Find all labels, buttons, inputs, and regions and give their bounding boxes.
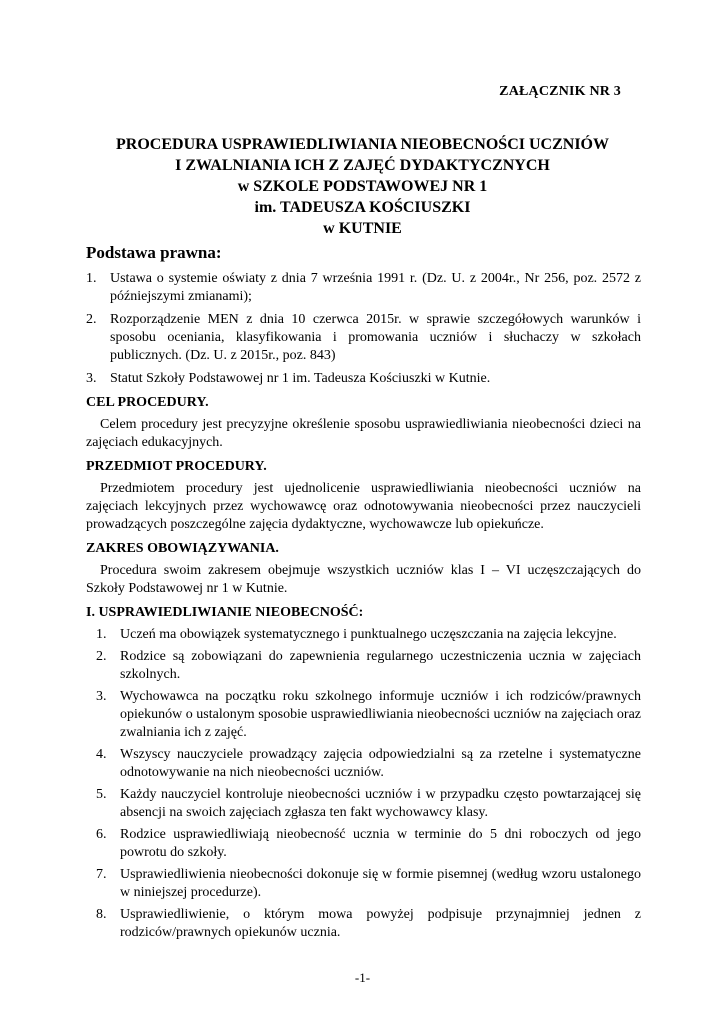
list-item-text: Rodzice są zobowiązani do zapewnienia regularnego uczestniczenia ucznia w zajęciach szkolnych. bbox=[120, 649, 641, 682]
subject-text: Przedmiotem procedury jest ujednolicenie usprawiedliwiania nieobecności uczniów na zajęciach lekcyjnych przez wychowawcę oraz odnotowywania nieobecności przez nauczycieli prowadzących poszczególne zajęcia dydaktyczne, wychowawcze lub opiekuńcze. bbox=[86, 481, 641, 532]
list-item-number: 1. bbox=[86, 271, 97, 286]
document-title bbox=[60, 134, 665, 239]
list-item-text: Uczeń ma obowiązek systematycznego i punktualnego uczęszczania na zajęcia lekcyjne. bbox=[120, 627, 617, 642]
list-item bbox=[86, 826, 641, 862]
list-item-text: Statut Szkoły Podstawowej nr 1 im. Tadeusza Kościuszki w Kutnie. bbox=[110, 371, 491, 386]
scope-heading: ZAKRES OBOWIĄZYWANIA. bbox=[86, 541, 279, 556]
list-item-number: 2. bbox=[96, 649, 107, 664]
list-item-text: Usprawiedliwienia nieobecności dokonuje się w formie pisemnej (według wzoru ustalonego w niniejszej procedurze). bbox=[120, 867, 641, 900]
list-item-text: Każdy nauczyciel kontroluje nieobecności uczniów i w przypadku często powtarzającej się absencji na swoich zajęciach zgłasza ten fakt wychowawcy klasy. bbox=[120, 787, 641, 820]
list-item-number: 4. bbox=[96, 747, 107, 762]
document-body bbox=[86, 242, 641, 946]
list-item bbox=[86, 311, 641, 365]
legal-basis-heading: Podstawa prawna: bbox=[86, 243, 222, 262]
section-1-list bbox=[86, 626, 641, 942]
list-item-number: 1. bbox=[96, 627, 107, 642]
title-line: I ZWALNIANIA ICH Z ZAJĘĆ DYDAKTYCZNYCH bbox=[175, 157, 550, 174]
legal-basis-list bbox=[86, 270, 641, 388]
list-item-number: 3. bbox=[86, 371, 97, 386]
title-line: w KUTNIE bbox=[323, 220, 402, 237]
list-item-text: Wszyscy nauczyciele prowadzący zajęcia odpowiedzialni są za rzetelne i systematyczne odnotowywanie na nich nieobecności uczniów. bbox=[120, 747, 641, 780]
list-item bbox=[86, 866, 641, 902]
list-item bbox=[86, 906, 641, 942]
list-item-number: 5. bbox=[96, 787, 107, 802]
list-item-number: 6. bbox=[96, 827, 107, 842]
list-item bbox=[86, 786, 641, 822]
list-item-text: Ustawa o systemie oświaty z dnia 7 września 1991 r. (Dz. U. z 2004r., Nr 256, poz. 2572 z późniejszymi zmianami); bbox=[110, 271, 641, 304]
list-item-number: 7. bbox=[96, 867, 107, 882]
section-1-heading: I. USPRAWIEDLIWIANIE NIEOBECNOŚĆ: bbox=[86, 605, 364, 620]
scope-text: Procedura swoim zakresem obejmuje wszystkich uczniów klas I – VI uczęszczających do Szkoły Podstawowej nr 1 w Kutnie. bbox=[86, 563, 641, 596]
list-item bbox=[86, 626, 641, 644]
annex-label: ZAŁĄCZNIK NR 3 bbox=[499, 84, 621, 99]
list-item-text: Rozporządzenie MEN z dnia 10 czerwca 2015r. w sprawie szczegółowych warunków i sposobu oceniania, klasyfikowania i promowania uczniów i słuchaczy w szkołach publicznych. (Dz. U. z 2015r., poz. 843) bbox=[110, 312, 641, 363]
list-item bbox=[86, 648, 641, 684]
list-item bbox=[86, 370, 641, 388]
list-item-number: 2. bbox=[86, 312, 97, 327]
title-line: w SZKOLE PODSTAWOWEJ NR 1 bbox=[237, 178, 488, 195]
list-item-text: Rodzice usprawiedliwiają nieobecność ucznia w terminie do 5 dni roboczych od jego powrotu do szkoły. bbox=[120, 827, 641, 860]
subject-heading: PRZEDMIOT PROCEDURY. bbox=[86, 459, 267, 474]
list-item-number: 8. bbox=[96, 907, 107, 922]
page-number: -1- bbox=[354, 970, 371, 985]
title-line: im. TADEUSZA KOŚCIUSZKI bbox=[254, 199, 471, 216]
title-line: PROCEDURA USPRAWIEDLIWIANIA NIEOBECNOŚCI UCZNIÓW bbox=[116, 136, 609, 153]
goal-text: Celem procedury jest precyzyjne określenie sposobu usprawiedliwiania nieobecności dzieci na zajęciach edukacyjnych. bbox=[86, 417, 641, 450]
list-item bbox=[86, 746, 641, 782]
list-item-number: 3. bbox=[96, 689, 107, 704]
list-item bbox=[86, 270, 641, 306]
list-item bbox=[86, 688, 641, 742]
list-item-text: Usprawiedliwienie, o którym mowa powyżej podpisuje przynajmniej jednen z rodziców/prawnych opiekunów ucznia. bbox=[120, 907, 641, 940]
list-item-text: Wychowawca na początku roku szkolnego informuje uczniów i ich rodziców/prawnych opiekunów o ustalonym sposobie usprawiedliwiania nieobecności uczniów na zajęciach oraz zwalniania ich z zajęć. bbox=[120, 689, 641, 740]
goal-heading: CEL PROCEDURY. bbox=[86, 395, 209, 410]
